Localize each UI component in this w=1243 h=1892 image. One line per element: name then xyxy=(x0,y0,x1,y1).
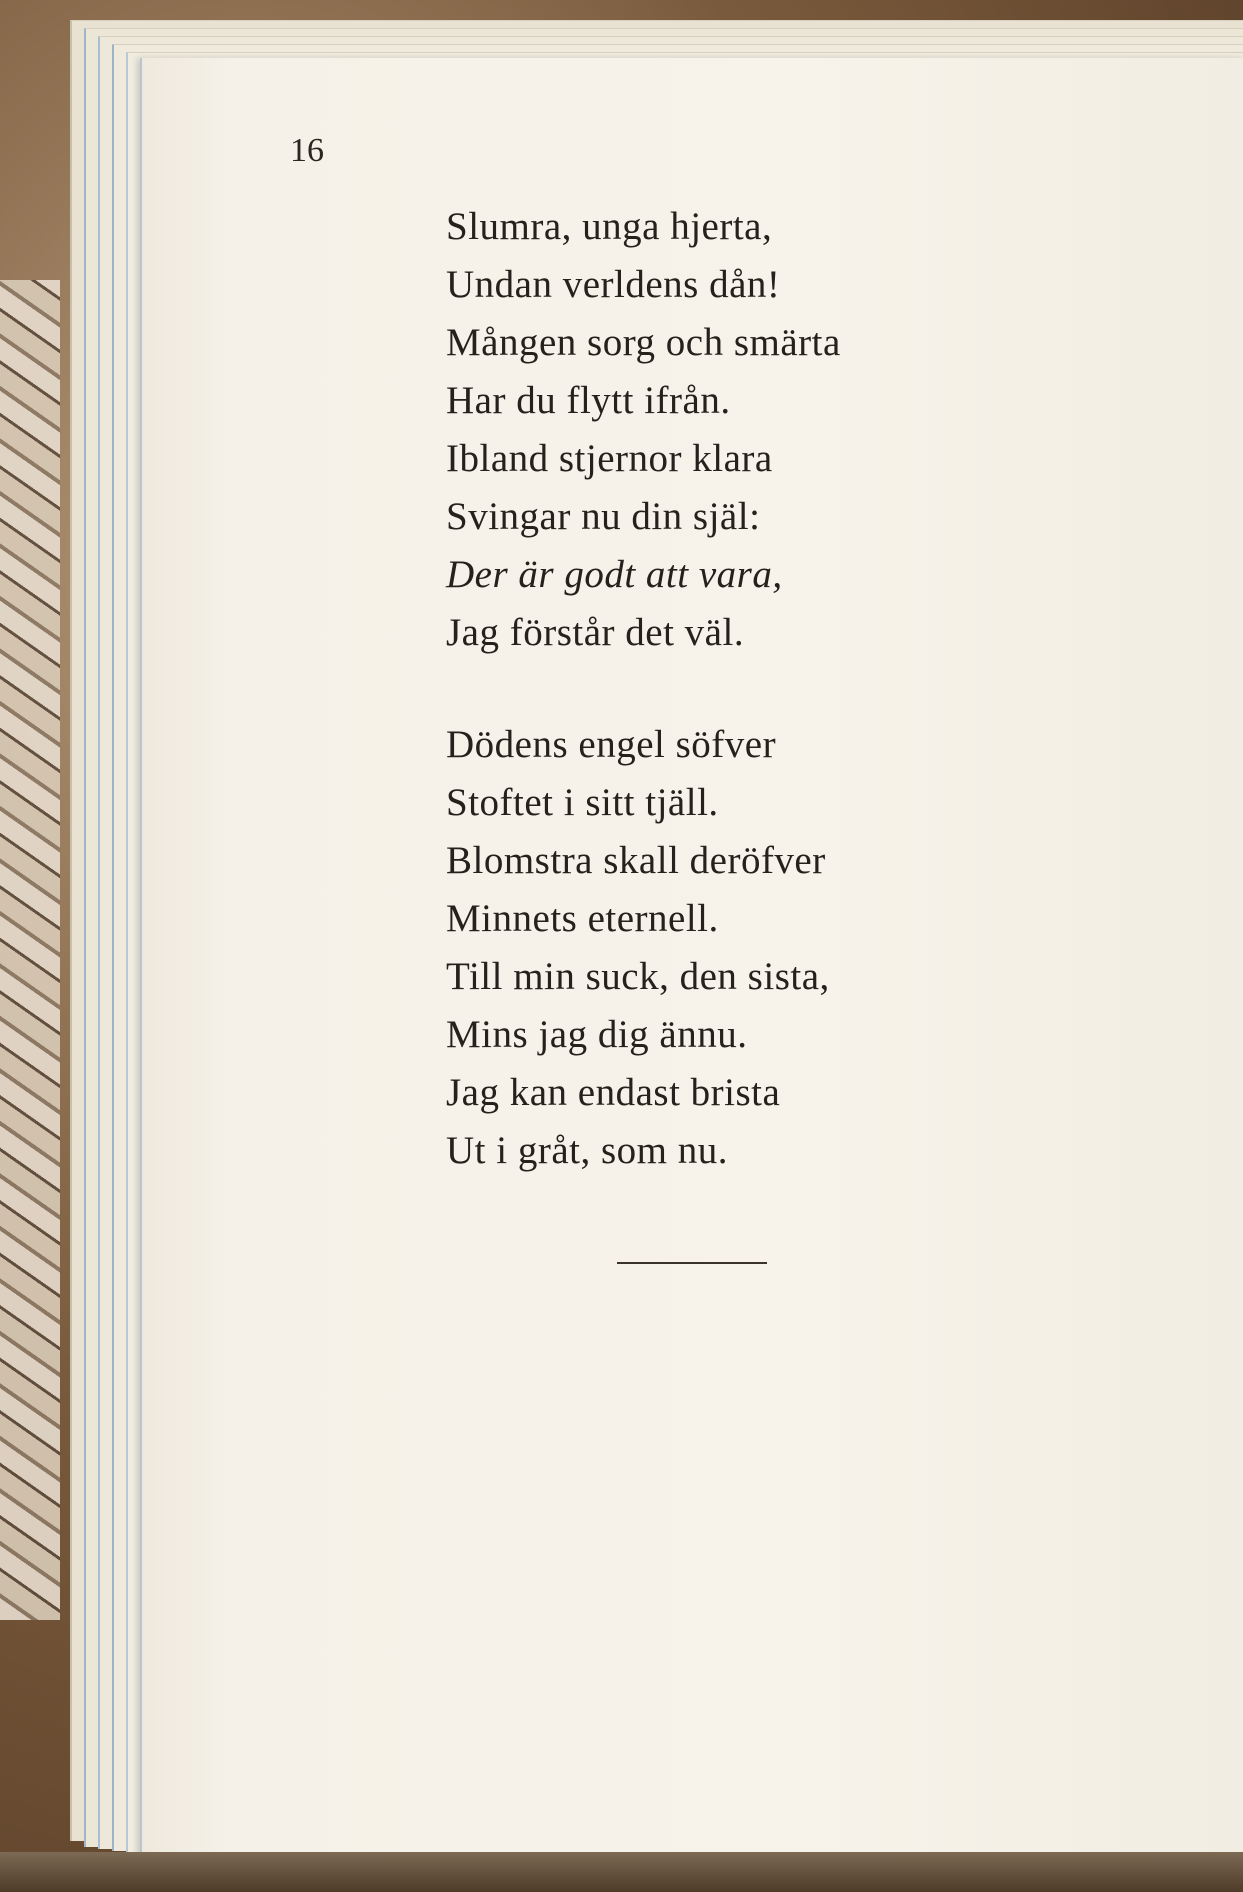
poem-line: Mången sorg och smärta xyxy=(446,321,841,364)
poem-line: Till min suck, den sista, xyxy=(446,955,830,998)
poem-line: Dödens engel söfver xyxy=(446,723,777,766)
poem-line: Svingar nu din själ: xyxy=(446,495,761,538)
page-number: 16 xyxy=(290,132,324,169)
poem-line: Jag förstår det väl. xyxy=(446,611,745,654)
poem-line: Slumra, unga hjerta, xyxy=(446,205,773,248)
poem-line: Stoftet i sitt tjäll. xyxy=(446,781,719,824)
marbled-endpaper xyxy=(0,280,60,1620)
stanza-1 xyxy=(446,198,841,662)
poem-line-italic: Der är godt att vara, xyxy=(446,553,783,596)
poem-line: Undan verldens dån! xyxy=(446,263,781,306)
section-divider xyxy=(617,1262,767,1264)
poem-line: Mins jag dig ännu. xyxy=(446,1013,748,1056)
poem-line: Jag kan endast brista xyxy=(446,1071,781,1114)
poem-line: Ibland stjernor klara xyxy=(446,437,773,480)
poem-line: Ut i gråt, som nu. xyxy=(446,1129,728,1172)
poem-line: Har du flytt ifrån. xyxy=(446,379,731,422)
book-cover-edge xyxy=(0,1852,1243,1892)
stanza-2 xyxy=(446,716,830,1180)
poem-line: Minnets eternell. xyxy=(446,897,719,940)
poem-line: Blomstra skall deröfver xyxy=(446,839,826,882)
